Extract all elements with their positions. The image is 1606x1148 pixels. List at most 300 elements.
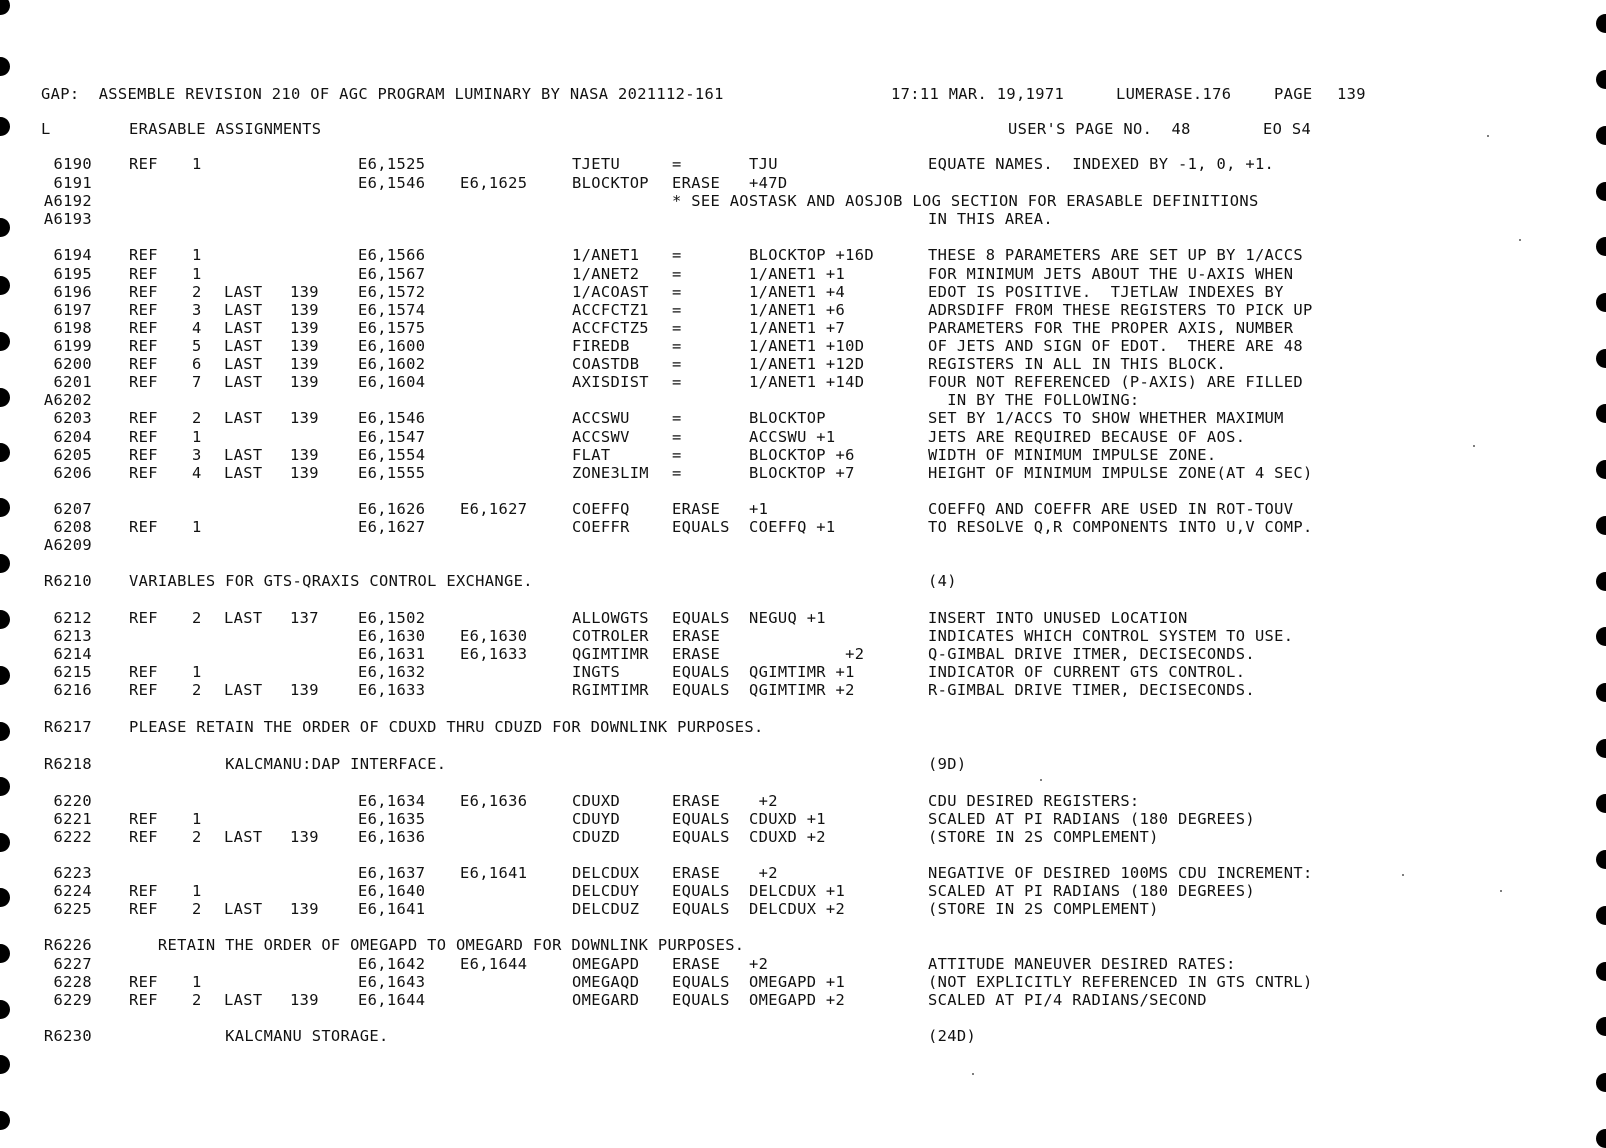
listing-line: A6209 xyxy=(43,536,92,554)
listing-line: 6228 xyxy=(53,973,92,991)
listing-comment: FOR MINIMUM JETS ABOUT THE U-AXIS WHEN xyxy=(928,265,1294,283)
listing-operand: 1/ANET1 +14D xyxy=(749,373,865,391)
listing-line: A6193 xyxy=(43,210,92,228)
listing-ref: REF xyxy=(129,155,158,173)
listing-comment: SET BY 1/ACCS TO SHOW WHETHER MAXIMUM xyxy=(928,409,1284,427)
listing-operand: 1/ANET1 +6 xyxy=(749,301,846,319)
listing-operand: +47D xyxy=(749,174,788,192)
listing-line xyxy=(0,663,1606,681)
listing-op: EQUALS xyxy=(672,663,730,681)
listing-comment: IN THIS AREA. xyxy=(928,210,1054,228)
listing-addr1: E6,1567 xyxy=(358,265,426,283)
listing-line xyxy=(0,755,1606,773)
listing-line: 6194 xyxy=(53,246,92,264)
listing-name: CDUZD xyxy=(572,828,621,846)
listing-name: COTROLER xyxy=(572,627,649,645)
listing-lastp: 139 xyxy=(290,991,319,1009)
listing-last: LAST xyxy=(224,355,263,373)
listing-comment: INSERT INTO UNUSED LOCATION xyxy=(928,609,1188,627)
listing-ref: REF xyxy=(129,810,158,828)
listing-operand: DELCDUX +1 xyxy=(749,882,846,900)
listing-name: FLAT xyxy=(572,446,611,464)
listing-comment: THESE 8 PARAMETERS ARE SET UP BY 1/ACCS xyxy=(928,246,1304,264)
listing-name: AXISDIST xyxy=(572,373,649,391)
listing-refn: 1 xyxy=(192,518,202,536)
listing-op: EQUALS xyxy=(672,518,730,536)
listing-line xyxy=(0,355,1606,373)
listing-last: LAST xyxy=(224,609,263,627)
listing-line xyxy=(0,446,1606,464)
listing-addr1: E6,1566 xyxy=(358,246,426,264)
listing-operand: NEGUQ +1 xyxy=(749,609,826,627)
listing-comment: WIDTH OF MINIMUM IMPULSE ZONE. xyxy=(928,446,1217,464)
listing-operand: BLOCKTOP +7 xyxy=(749,464,855,482)
listing-name: 1/ANET1 xyxy=(572,246,640,264)
listing-addr1: E6,1631 xyxy=(358,645,426,663)
listing-addr1: E6,1572 xyxy=(358,283,426,301)
listing-lastp: 139 xyxy=(290,446,319,464)
listing-operand: 1/ANET1 +7 xyxy=(749,319,846,337)
listing-operand: COEFFQ +1 xyxy=(749,518,836,536)
listing-addr1: E6,1546 xyxy=(358,409,426,427)
listing-comment: ADRSDIFF FROM THESE REGISTERS TO PICK UP xyxy=(928,301,1313,319)
listing-operand: ACCSWU +1 xyxy=(749,428,836,446)
listing-comment: EDOT IS POSITIVE. TJETLAW INDEXES BY xyxy=(928,283,1284,301)
listing-operand: DELCDUX +2 xyxy=(749,900,846,918)
listing-comment: HEIGHT OF MINIMUM IMPULSE ZONE(AT 4 SEC) xyxy=(928,464,1313,482)
listing-line xyxy=(0,955,1606,973)
listing-line xyxy=(0,991,1606,1009)
listing-line xyxy=(0,882,1606,900)
listing-name: INGTS xyxy=(572,663,621,681)
listing-text: VARIABLES FOR GTS-QRAXIS CONTROL EXCHANGE. xyxy=(129,572,533,590)
listing-refn: 1 xyxy=(192,810,202,828)
listing-addr1: E6,1574 xyxy=(358,301,426,319)
listing-name: ALLOWGTS xyxy=(572,609,649,627)
listing-op: ERASE xyxy=(672,174,721,192)
listing-op: ERASE xyxy=(672,792,721,810)
listing-operand: 1/ANET1 +10D xyxy=(749,337,865,355)
listing-refn: 1 xyxy=(192,246,202,264)
listing-op: EQUALS xyxy=(672,609,730,627)
listing-ref: REF xyxy=(129,265,158,283)
listing-addr1: E6,1602 xyxy=(358,355,426,373)
listing-last: LAST xyxy=(224,337,263,355)
listing-comment: (STORE IN 2S COMPLEMENT) xyxy=(928,828,1159,846)
listing-op: EQUALS xyxy=(672,973,730,991)
listing-name: DELCDUY xyxy=(572,882,640,900)
listing-addr1: E6,1555 xyxy=(358,464,426,482)
listing-operand: OMEGAPD +1 xyxy=(749,973,846,991)
listing-line: 6229 xyxy=(53,991,92,1009)
listing-lastp: 139 xyxy=(290,337,319,355)
listing-ref: REF xyxy=(129,355,158,373)
listing-name: BLOCKTOP xyxy=(572,174,649,192)
listing-operand: 1/ANET1 +12D xyxy=(749,355,865,373)
listing-refn: 3 xyxy=(192,301,202,319)
listing-addr1: E6,1525 xyxy=(358,155,426,173)
listing-name: 1/ACOAST xyxy=(572,283,649,301)
listing-last: LAST xyxy=(224,301,263,319)
listing-line: 6227 xyxy=(53,955,92,973)
listing-addr1: E6,1640 xyxy=(358,882,426,900)
listing-op: EQUALS xyxy=(672,681,730,699)
listing-addr1: E6,1626 xyxy=(358,500,426,518)
listing-line: 6216 xyxy=(53,681,92,699)
listing-addr1: E6,1641 xyxy=(358,900,426,918)
listing-refn: 1 xyxy=(192,663,202,681)
listing-ref: REF xyxy=(129,319,158,337)
listing-last: LAST xyxy=(224,319,263,337)
listing-name: CDUYD xyxy=(572,810,621,828)
listing-line xyxy=(0,828,1606,846)
listing-operand: OMEGAPD +2 xyxy=(749,991,846,1009)
listing-line xyxy=(0,810,1606,828)
listing-line: R6210 xyxy=(43,572,92,590)
listing-line xyxy=(0,572,1606,590)
listing-comment: SCALED AT PI RADIANS (180 DEGREES) xyxy=(928,810,1255,828)
listing-comment: INDICATOR OF CURRENT GTS CONTROL. xyxy=(928,663,1246,681)
listing-last: LAST xyxy=(224,991,263,1009)
listing-line xyxy=(0,1027,1606,1045)
listing-refn: 7 xyxy=(192,373,202,391)
listing-line: A6202 xyxy=(43,391,92,409)
listing-operand: BLOCKTOP xyxy=(749,409,826,427)
listing-line: 6205 xyxy=(53,446,92,464)
listing-addr2: E6,1644 xyxy=(460,955,528,973)
listing-name: QGIMTIMR xyxy=(572,645,649,663)
listing-lastp: 139 xyxy=(290,828,319,846)
listing-ref: REF xyxy=(129,828,158,846)
listing-comment: IN BY THE FOLLOWING: xyxy=(928,391,1140,409)
listing-comment: R-GIMBAL DRIVE TIMER, DECISECONDS. xyxy=(928,681,1255,699)
listing-refn: 2 xyxy=(192,828,202,846)
listing-comment: (9D) xyxy=(928,755,967,773)
listing-operand: BLOCKTOP +6 xyxy=(749,446,855,464)
listing-operand: CDUXD +2 xyxy=(749,828,826,846)
listing-line: 6195 xyxy=(53,265,92,283)
listing-op: ERASE xyxy=(672,645,721,663)
listing-line xyxy=(0,283,1606,301)
listing-addr1: E6,1634 xyxy=(358,792,426,810)
listing-full: * SEE AOSTASK AND AOSJOB LOG SECTION FOR ERASABLE DEFINITIONS xyxy=(672,192,1259,210)
listing-comment: INDICATES WHICH CONTROL SYSTEM TO USE. xyxy=(928,627,1294,645)
page-number: 139 xyxy=(1337,85,1366,103)
listing-line xyxy=(0,936,1606,954)
listing-refn: 5 xyxy=(192,337,202,355)
listing-ref: REF xyxy=(129,681,158,699)
listing-comment: TO RESOLVE Q,R COMPONENTS INTO U,V COMP. xyxy=(928,518,1313,536)
listing-name: ACCFCTZ1 xyxy=(572,301,649,319)
listing-op: = xyxy=(672,373,682,391)
listing-line xyxy=(0,409,1606,427)
listing-line: 6203 xyxy=(53,409,92,427)
listing-operand: +2 xyxy=(749,645,865,663)
listing-addr1: E6,1643 xyxy=(358,973,426,991)
listing-line: R6218 xyxy=(43,755,92,773)
listing-addr2: E6,1641 xyxy=(460,864,528,882)
listing-ref: REF xyxy=(129,663,158,681)
listing-comment: NEGATIVE OF DESIRED 100MS CDU INCREMENT: xyxy=(928,864,1313,882)
listing-addr1: E6,1636 xyxy=(358,828,426,846)
listing-op: = xyxy=(672,355,682,373)
listing-operand: +2 xyxy=(749,792,778,810)
listing-last: LAST xyxy=(224,283,263,301)
listing-comment: JETS ARE REQUIRED BECAUSE OF AOS. xyxy=(928,428,1246,446)
listing-ref: REF xyxy=(129,464,158,482)
listing-addr2: E6,1630 xyxy=(460,627,528,645)
listing-name: OMEGAQD xyxy=(572,973,640,991)
listing-line: 6196 xyxy=(53,283,92,301)
listing-addr1: E6,1644 xyxy=(358,991,426,1009)
listing-line xyxy=(0,210,1606,228)
listing-ref: REF xyxy=(129,882,158,900)
listing-line xyxy=(0,536,1606,554)
listing-ref: REF xyxy=(129,337,158,355)
listing-comment: OF JETS AND SIGN OF EDOT. THERE ARE 48 xyxy=(928,337,1304,355)
listing-op: ERASE xyxy=(672,864,721,882)
listing-op: ERASE xyxy=(672,500,721,518)
listing-operand: 1/ANET1 +1 xyxy=(749,265,846,283)
listing-name: FIREDB xyxy=(572,337,630,355)
listing-text: RETAIN THE ORDER OF OMEGAPD TO OMEGARD FOR DOWNLINK PURPOSES. xyxy=(129,936,745,954)
listing-op: EQUALS xyxy=(672,828,730,846)
listing-op: EQUALS xyxy=(672,900,730,918)
listing-addr2: E6,1636 xyxy=(460,792,528,810)
listing-refn: 2 xyxy=(192,409,202,427)
listing-line: 6206 xyxy=(53,464,92,482)
listing-addr1: E6,1575 xyxy=(358,319,426,337)
listing-comment: Q-GIMBAL DRIVE ITMER, DECISECONDS. xyxy=(928,645,1255,663)
listing-last: LAST xyxy=(224,681,263,699)
listing-comment: (NOT EXPLICITLY REFERENCED IN GTS CNTRL) xyxy=(928,973,1313,991)
listing-comment: (STORE IN 2S COMPLEMENT) xyxy=(928,900,1159,918)
listing-line xyxy=(0,609,1606,627)
listing-operand: +1 xyxy=(749,500,769,518)
listing-addr1: E6,1546 xyxy=(358,174,426,192)
listing-line xyxy=(0,301,1606,319)
listing-addr1: E6,1632 xyxy=(358,663,426,681)
listing-last: LAST xyxy=(224,900,263,918)
listing-lastp: 137 xyxy=(290,609,319,627)
listing-last: LAST xyxy=(224,828,263,846)
listing-op: = xyxy=(672,265,682,283)
listing-name: RGIMTIMR xyxy=(572,681,649,699)
listing-ref: REF xyxy=(129,900,158,918)
listing-addr1: E6,1633 xyxy=(358,681,426,699)
listing-addr1: E6,1630 xyxy=(358,627,426,645)
listing-line: 6225 xyxy=(53,900,92,918)
listing-operand: BLOCKTOP +16D xyxy=(749,246,875,264)
listing-line xyxy=(0,428,1606,446)
section-title: ERASABLE ASSIGNMENTS xyxy=(129,120,322,138)
listing-name: OMEGAPD xyxy=(572,955,640,973)
listing-comment: CDU DESIRED REGISTERS: xyxy=(928,792,1140,810)
listing-comment: PARAMETERS FOR THE PROPER AXIS, NUMBER xyxy=(928,319,1294,337)
listing-last: LAST xyxy=(224,409,263,427)
listing-addr1: E6,1642 xyxy=(358,955,426,973)
listing-refn: 2 xyxy=(192,609,202,627)
listing-lastp: 139 xyxy=(290,319,319,337)
listing-line xyxy=(0,319,1606,337)
listing-line: 6220 xyxy=(53,792,92,810)
listing-name: ACCSWU xyxy=(572,409,630,427)
listing-line: 6207 xyxy=(53,500,92,518)
listing-addr1: E6,1637 xyxy=(358,864,426,882)
listing-line xyxy=(0,464,1606,482)
listing-line: 6204 xyxy=(53,428,92,446)
listing-line: R6226 xyxy=(43,936,92,954)
listing-addr1: E6,1547 xyxy=(358,428,426,446)
listing-lastp: 139 xyxy=(290,283,319,301)
listing-line: 6190 xyxy=(53,155,92,173)
listing-comment: SCALED AT PI RADIANS (180 DEGREES) xyxy=(928,882,1255,900)
listing-line xyxy=(0,645,1606,663)
listing-comment: SCALED AT PI/4 RADIANS/SECOND xyxy=(928,991,1207,1009)
listing-line xyxy=(0,192,1606,210)
listing-line: 6221 xyxy=(53,810,92,828)
listing-name: COEFFQ xyxy=(572,500,630,518)
listing-ref: REF xyxy=(129,409,158,427)
listing-ref: REF xyxy=(129,446,158,464)
listing-text: PLEASE RETAIN THE ORDER OF CDUXD THRU CDUZD FOR DOWNLINK PURPOSES. xyxy=(129,718,764,736)
listing-addr1: E6,1600 xyxy=(358,337,426,355)
listing-name: ACCSWV xyxy=(572,428,630,446)
listing-ref: REF xyxy=(129,991,158,1009)
listing-name: DELCDUX xyxy=(572,864,640,882)
listing-op: = xyxy=(672,446,682,464)
listing-comment: (4) xyxy=(928,572,957,590)
listing-addr1: E6,1635 xyxy=(358,810,426,828)
listing-refn: 2 xyxy=(192,283,202,301)
listing-ref: REF xyxy=(129,609,158,627)
listing-line xyxy=(0,337,1606,355)
listing-lastp: 139 xyxy=(290,373,319,391)
listing-line: 6208 xyxy=(53,518,92,536)
listing-comment: FOUR NOT REFERENCED (P-AXIS) ARE FILLED xyxy=(928,373,1304,391)
listing-ref: REF xyxy=(129,283,158,301)
listing-line: 6214 xyxy=(53,645,92,663)
listing-line xyxy=(0,792,1606,810)
listing-line: A6192 xyxy=(43,192,92,210)
listing-op: = xyxy=(672,155,682,173)
listing-line: 6199 xyxy=(53,337,92,355)
listing-refn: 1 xyxy=(192,265,202,283)
listing-name: COEFFR xyxy=(572,518,630,536)
listing-refn: 4 xyxy=(192,319,202,337)
listing-line: 6198 xyxy=(53,319,92,337)
listing-op: = xyxy=(672,283,682,301)
listing-ref: REF xyxy=(129,373,158,391)
listing-op: ERASE xyxy=(672,627,721,645)
listing-line: 6197 xyxy=(53,301,92,319)
listing-op: EQUALS xyxy=(672,810,730,828)
listing-name: DELCDUZ xyxy=(572,900,640,918)
listing-op: = xyxy=(672,337,682,355)
listing-line xyxy=(0,864,1606,882)
listing-refn: 1 xyxy=(192,428,202,446)
listing-line: 6213 xyxy=(53,627,92,645)
listing-op: = xyxy=(672,246,682,264)
listing-refn: 1 xyxy=(192,882,202,900)
listing-lastp: 139 xyxy=(290,464,319,482)
listing-refn: 1 xyxy=(192,155,202,173)
listing-line xyxy=(0,718,1606,736)
listing-last: LAST xyxy=(224,464,263,482)
listing-operand: QGIMTIMR +1 xyxy=(749,663,855,681)
listing-op: = xyxy=(672,409,682,427)
listing-name: 1/ANET2 xyxy=(572,265,640,283)
listing-line: 6215 xyxy=(53,663,92,681)
page-label: PAGE xyxy=(1274,85,1313,103)
listing-addr2: E6,1627 xyxy=(460,500,528,518)
listing-comment: REGISTERS IN ALL IN THIS BLOCK. xyxy=(928,355,1227,373)
listing-line xyxy=(0,973,1606,991)
section-code: EO S4 xyxy=(1263,120,1312,138)
listing-op: = xyxy=(672,319,682,337)
listing-addr1: E6,1502 xyxy=(358,609,426,627)
listing-line xyxy=(0,246,1606,264)
listing-line: 6212 xyxy=(53,609,92,627)
listing-addr2: E6,1633 xyxy=(460,645,528,663)
listing-addr1: E6,1627 xyxy=(358,518,426,536)
listing-refn: 6 xyxy=(192,355,202,373)
listing-name: COASTDB xyxy=(572,355,640,373)
listing-operand: +2 xyxy=(749,955,769,973)
listing-refn: 2 xyxy=(192,681,202,699)
listing-line xyxy=(0,155,1606,173)
listing-refn: 2 xyxy=(192,900,202,918)
listing-ref: REF xyxy=(129,301,158,319)
listing-ref: REF xyxy=(129,518,158,536)
listing-lastp: 139 xyxy=(290,900,319,918)
listing-line xyxy=(0,681,1606,699)
listing-line: R6217 xyxy=(43,718,92,736)
listing-line xyxy=(0,518,1606,536)
listing-comment: EQUATE NAMES. INDEXED BY -1, 0, +1. xyxy=(928,155,1275,173)
listing-operand: CDUXD +1 xyxy=(749,810,826,828)
listing-ref: REF xyxy=(129,246,158,264)
listing-line: 6201 xyxy=(53,373,92,391)
listing-line: R6230 xyxy=(43,1027,92,1045)
listing-op: EQUALS xyxy=(672,882,730,900)
listing-line xyxy=(0,627,1606,645)
listing-operand: QGIMTIMR +2 xyxy=(749,681,855,699)
listing-line xyxy=(0,265,1606,283)
listing-comment: COEFFQ AND COEFFR ARE USED IN ROT-TOUV xyxy=(928,500,1294,518)
listing-addr2: E6,1625 xyxy=(460,174,528,192)
listing-refn: 4 xyxy=(192,464,202,482)
listing-operand: TJU xyxy=(749,155,778,173)
listing-text: KALCMANU:DAP INTERFACE. xyxy=(129,755,447,773)
assembly-timestamp: 17:11 MAR. 19,1971 xyxy=(891,85,1065,103)
listing-last: LAST xyxy=(224,373,263,391)
listing-lastp: 139 xyxy=(290,301,319,319)
listing-ref: REF xyxy=(129,428,158,446)
listing-name: TJETU xyxy=(572,155,621,173)
listing-comment: ATTITUDE MANEUVER DESIRED RATES: xyxy=(928,955,1236,973)
source-file-name: LUMERASE.176 xyxy=(1116,85,1232,103)
listing-lastp: 139 xyxy=(290,355,319,373)
listing-line xyxy=(0,391,1606,409)
listing-line: 6224 xyxy=(53,882,92,900)
assembly-title: GAP: ASSEMBLE REVISION 210 OF AGC PROGRAM LUMINARY BY NASA 2021112-161 xyxy=(41,85,724,103)
listing-line: 6200 xyxy=(53,355,92,373)
listing-line: 6223 xyxy=(53,864,92,882)
listing-op: = xyxy=(672,464,682,482)
listing-line xyxy=(0,900,1606,918)
listing-line xyxy=(0,373,1606,391)
